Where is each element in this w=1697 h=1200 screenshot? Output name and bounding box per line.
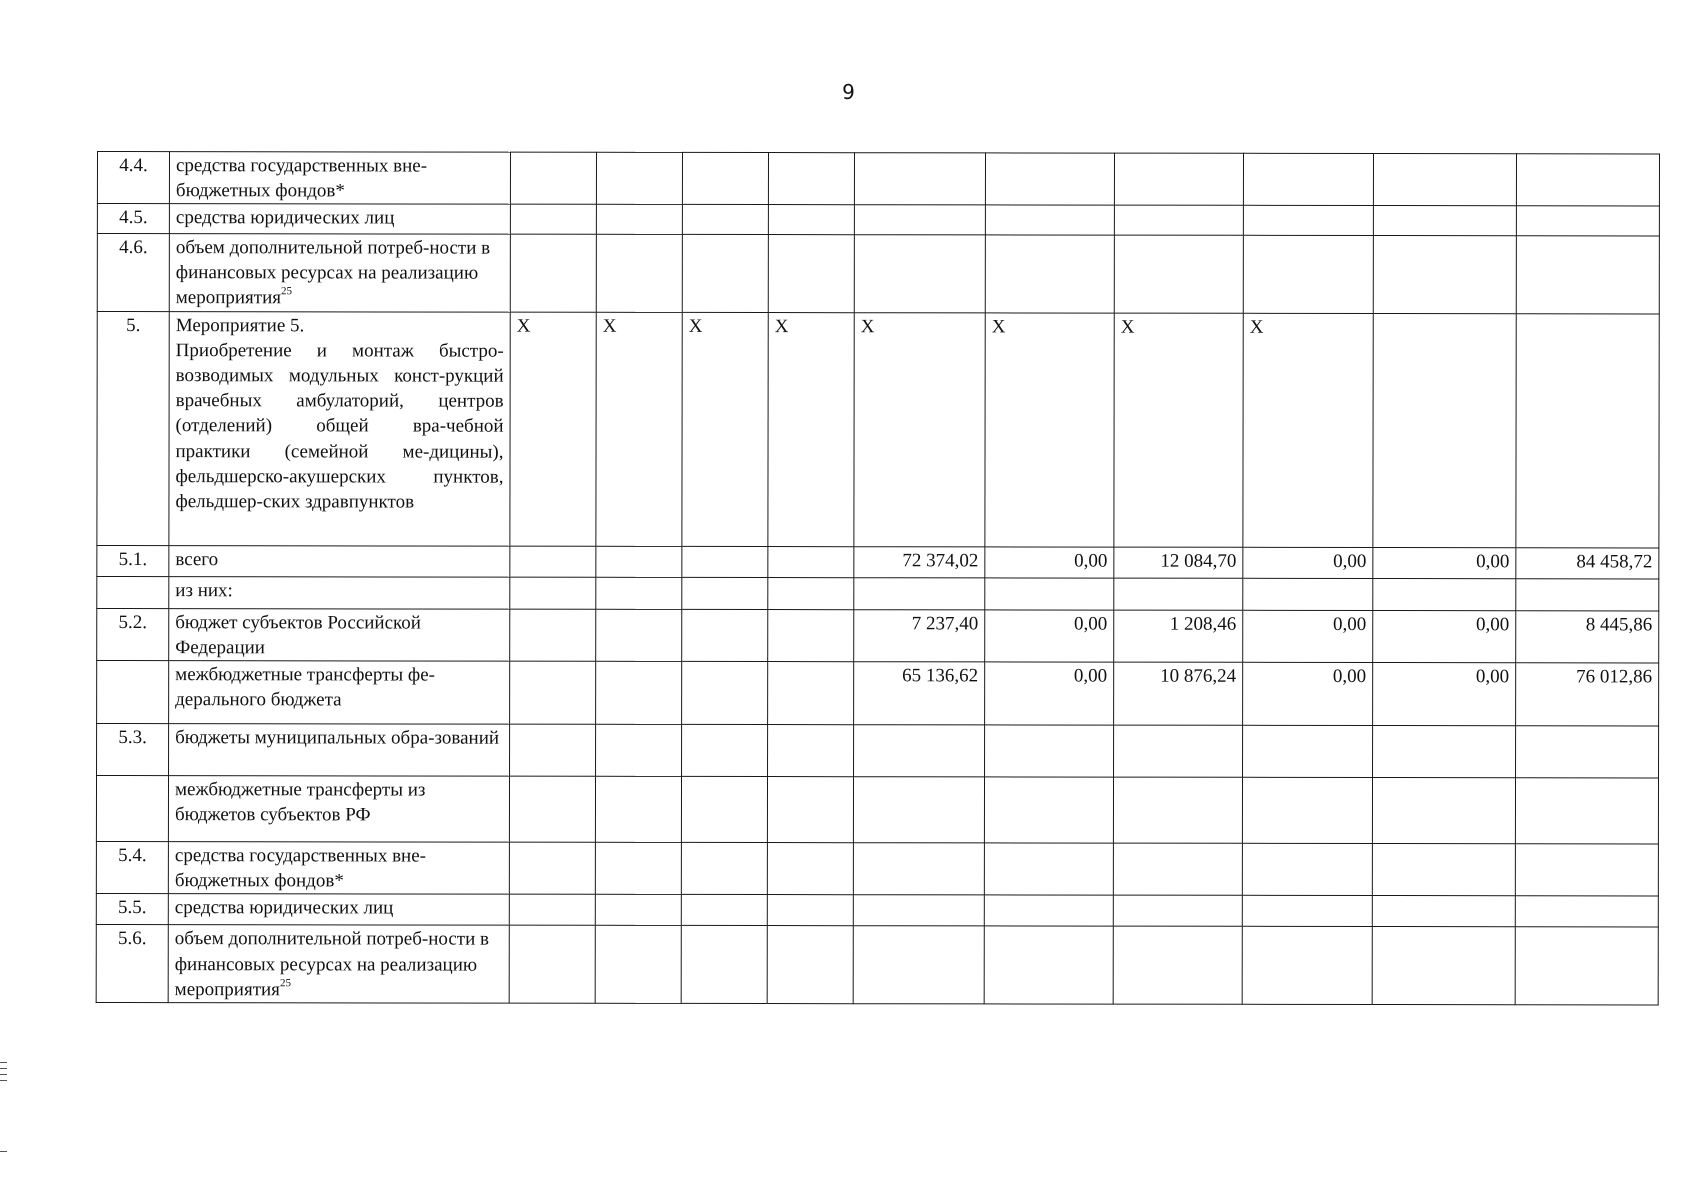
table-row: [97, 152, 1659, 207]
table-cell: [596, 546, 682, 577]
table-cell: [682, 152, 768, 204]
table-cell: [1515, 927, 1658, 1005]
row-name: средства юридических лиц: [169, 204, 510, 235]
table-cell: [682, 235, 768, 313]
table-cell: [1243, 235, 1373, 313]
table-cell: X: [1114, 313, 1243, 547]
table-cell: [1372, 896, 1515, 927]
table-cell: [596, 234, 682, 312]
table-cell: [1242, 844, 1372, 896]
table-cell: [595, 895, 681, 926]
row-name: Приобретение и монтаж быстро-возводимых модульных конст-рукций врачебных амбулаторий, центров (отделений) общей вра-чебной практики (семейной ме-дицины), фельдшерско-акушерских пунктов, фельдшер-ских здравпунктов: [175, 340, 504, 513]
table-cell: [1516, 314, 1659, 548]
table-cell: [1243, 205, 1373, 235]
table-cell: X: [985, 313, 1114, 547]
table-cell: [854, 235, 985, 313]
table-cell: [1373, 236, 1516, 314]
row-number: 5.: [97, 312, 169, 546]
table-cell: [853, 777, 984, 843]
table-cell: [510, 204, 596, 234]
page-number: 9: [842, 80, 855, 104]
table-cell: [767, 926, 853, 1004]
table-cell: 76 012,86: [1516, 663, 1659, 726]
table-row: [97, 546, 1659, 579]
table-cell: [595, 777, 681, 843]
table-cell: [596, 577, 682, 609]
table-row: [97, 234, 1659, 314]
table-cell: [1373, 579, 1516, 611]
row-number: 5.3.: [97, 724, 169, 776]
table-cell: [854, 153, 985, 205]
table-cell: [984, 843, 1113, 895]
table-cell: [682, 578, 768, 610]
table-cell: [596, 204, 682, 234]
table-cell: [768, 153, 854, 205]
table-cell: 0,00: [1243, 663, 1373, 726]
row-name: объем дополнительной потреб-ности в финансовых ресурсах на реализацию мероприятия: [175, 237, 491, 309]
table-cell: [985, 235, 1114, 313]
table-cell: [682, 662, 768, 725]
row-name: бюджеты муниципальных обра-зований: [169, 724, 510, 777]
table-cell: [1113, 843, 1242, 895]
table-cell: [985, 153, 1114, 205]
table-cell: [510, 234, 596, 312]
row-name: межбюджетные трансферты фе-дерального бюджета: [169, 661, 510, 725]
table-cell: [854, 578, 985, 610]
table-cell: [768, 235, 854, 313]
table-row: [97, 204, 1659, 236]
table-cell: [853, 926, 984, 1004]
table-cell: [768, 205, 854, 235]
table-row: [97, 577, 1659, 611]
table-cell: [1516, 236, 1659, 314]
row-number: 5.6.: [96, 925, 168, 1003]
table-cell: [681, 926, 767, 1004]
scan-margin-marks: [0, 1062, 8, 1157]
table-cell: [509, 842, 595, 894]
row-number: 5.4.: [96, 842, 168, 894]
table-cell: [596, 725, 682, 777]
table-cell: 7 237,40: [854, 610, 985, 662]
table-cell: [1515, 896, 1658, 927]
table-cell: 84 458,72: [1516, 548, 1659, 579]
row-name: бюджет субъектов Российской Федерации: [169, 609, 510, 662]
table-cell: [1114, 578, 1243, 610]
table-cell: X: [510, 312, 596, 546]
row-name-cell: [169, 312, 510, 547]
table-cell: [1243, 153, 1373, 205]
table-cell: [510, 546, 596, 577]
table-cell: [596, 609, 682, 661]
table-cell: [768, 578, 854, 610]
table-cell: 1 208,46: [1114, 610, 1243, 662]
row-number: [97, 577, 169, 609]
table-cell: [768, 610, 854, 662]
table-cell: X: [682, 313, 768, 547]
table-cell: [682, 205, 768, 235]
table-cell: 72 374,02: [854, 547, 985, 578]
table-cell: 0,00: [1373, 611, 1516, 663]
table-cell: [854, 205, 985, 235]
table-cell: X: [768, 313, 854, 547]
table-cell: 0,00: [985, 547, 1114, 578]
table-cell: 12 084,70: [1114, 547, 1243, 578]
table-cell: [1373, 314, 1516, 548]
table-cell: [1516, 579, 1659, 611]
row-number: 5.2.: [97, 609, 169, 661]
row-number: 5.1.: [97, 546, 169, 577]
table-cell: [1113, 896, 1242, 927]
table-cell: [1373, 154, 1516, 206]
table-cell: [595, 926, 681, 1004]
row-name: из них:: [169, 577, 510, 610]
table-cell: [984, 926, 1113, 1004]
row-number: 4.6.: [97, 234, 169, 312]
table-cell: [682, 547, 768, 578]
row-name: всего: [169, 546, 510, 578]
table-row: [96, 776, 1658, 844]
table-cell: [1515, 778, 1658, 844]
row-name: средства юридических лиц: [168, 894, 509, 926]
table-cell: 0,00: [985, 662, 1114, 725]
table-cell: [768, 662, 854, 725]
table-cell: [509, 926, 595, 1004]
table-cell: [853, 895, 984, 926]
table-cell: [1372, 778, 1515, 844]
table-cell: [985, 205, 1114, 235]
table-cell: [681, 777, 767, 843]
table-cell: [682, 610, 768, 662]
table-row: [97, 312, 1659, 548]
table-cell: [1114, 153, 1243, 205]
table-cell: [1373, 206, 1516, 236]
row-number: 4.4.: [97, 152, 169, 204]
row-number: 4.5.: [97, 204, 169, 234]
row-name: межбюджетные трансферты из бюджетов субъектов РФ: [168, 776, 509, 843]
footnote-marker: 25: [279, 976, 291, 989]
table-cell: 0,00: [1373, 548, 1516, 579]
table-cell: 0,00: [985, 610, 1114, 662]
table-cell: [1114, 725, 1243, 777]
row-number: [97, 661, 169, 724]
table-cell: [985, 725, 1114, 777]
table-cell: [1373, 726, 1516, 778]
table-cell: [1113, 777, 1242, 843]
table-cell: [510, 152, 596, 204]
footnote-marker: 25: [281, 285, 293, 298]
table-cell: [510, 724, 596, 776]
table-cell: [1114, 205, 1243, 235]
table-cell: [1515, 844, 1658, 896]
table-cell: [984, 777, 1113, 843]
table-cell: [1372, 844, 1515, 896]
table-cell: [595, 843, 681, 895]
table-cell: [1243, 578, 1373, 610]
table-cell: [985, 578, 1114, 610]
table-cell: [1516, 726, 1659, 778]
table-cell: [682, 725, 768, 777]
table-cell: [1372, 927, 1515, 1005]
table-cell: [510, 661, 596, 724]
row-name-cell: [169, 234, 510, 313]
row-name: средства государственных вне-бюджетных фондов*: [168, 842, 509, 895]
table-cell: [767, 895, 853, 926]
table-cell: [681, 843, 767, 895]
table-cell: [1516, 154, 1659, 206]
table-cell: [510, 609, 596, 661]
row-number: [96, 776, 168, 842]
table-cell: [768, 547, 854, 578]
table-cell: [1113, 927, 1242, 1005]
table-cell: [681, 895, 767, 926]
table-cell: [509, 895, 595, 926]
row-name: объем дополнительной потреб-ности в финансовых ресурсах на реализацию мероприятия: [174, 928, 490, 1000]
table-cell: [768, 725, 854, 777]
table-cell: X: [596, 312, 682, 546]
table-cell: 8 445,86: [1516, 611, 1659, 663]
table-cell: [854, 725, 985, 777]
table-cell: [1242, 896, 1372, 927]
table-cell: 0,00: [1373, 663, 1516, 726]
table-cell: [510, 577, 596, 609]
table-row: [96, 925, 1658, 1005]
table-cell: 10 876,24: [1114, 662, 1243, 725]
row-name: средства государственных вне-бюджетных фондов*: [169, 152, 510, 205]
table-cell: [853, 843, 984, 895]
measure-title: Мероприятие 5.: [175, 315, 305, 337]
table-cell: 65 136,62: [854, 662, 985, 725]
table-cell: [1516, 206, 1659, 236]
budget-table: [96, 151, 1660, 1006]
table-cell: [509, 776, 595, 842]
row-number: 5.5.: [96, 894, 168, 925]
table-row: [97, 609, 1659, 664]
table-cell: 0,00: [1243, 547, 1373, 578]
table-cell: [767, 777, 853, 843]
table-row: [96, 842, 1658, 897]
table-cell: X: [854, 313, 985, 547]
table-row: [97, 661, 1659, 726]
table-cell: [596, 662, 682, 725]
table-cell: [1114, 235, 1243, 313]
row-name-cell: [168, 925, 509, 1004]
table-cell: 0,00: [1243, 610, 1373, 662]
table-row: [97, 724, 1659, 778]
table-cell: X: [1243, 313, 1373, 547]
table-row: [96, 894, 1658, 927]
table-cell: [596, 152, 682, 204]
table-cell: [767, 843, 853, 895]
table-cell: [984, 895, 1113, 926]
table-cell: [1242, 927, 1372, 1005]
table-cell: [1242, 778, 1372, 844]
table-cell: [1243, 726, 1373, 778]
